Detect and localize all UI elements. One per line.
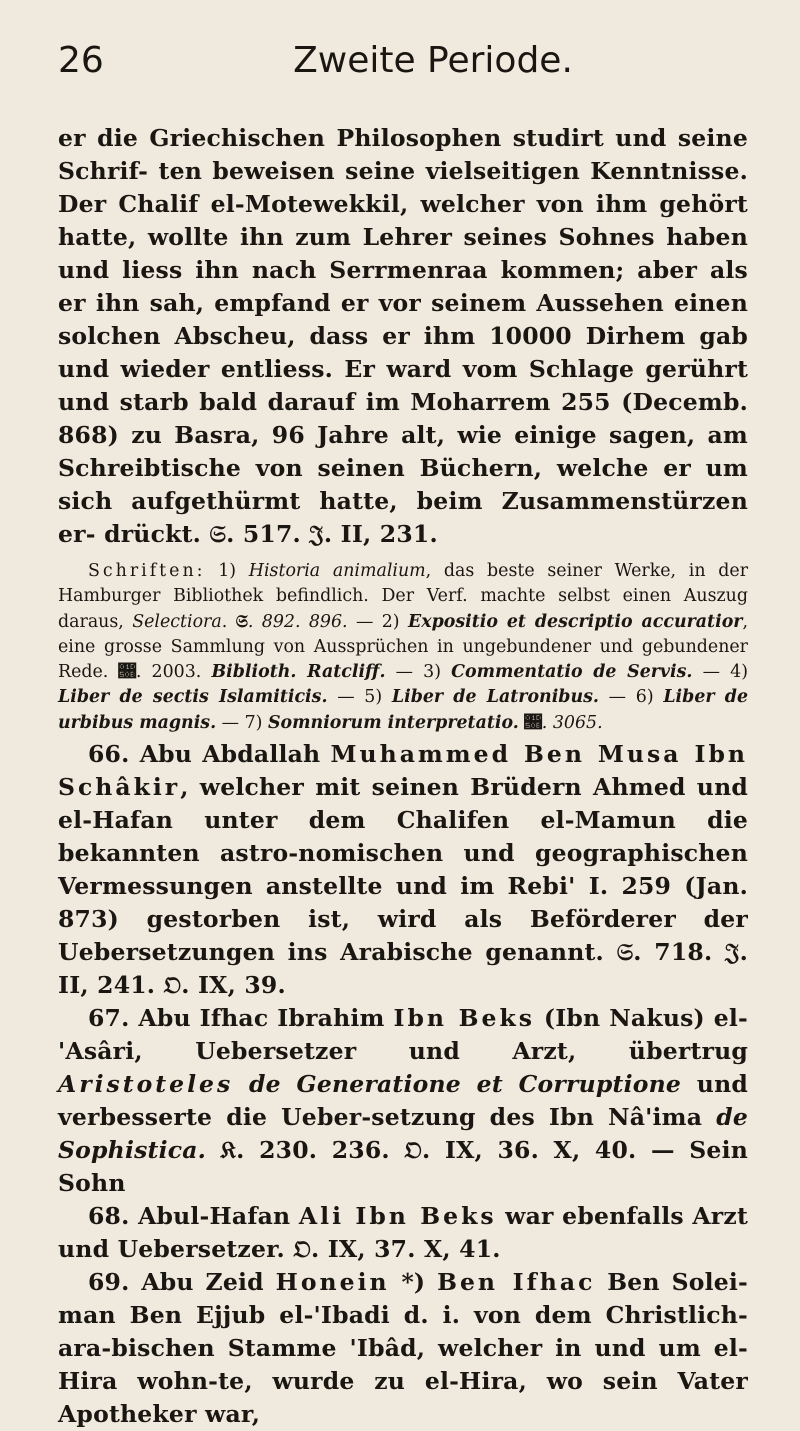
text-line: vor seinem Aussehen einen solchen Abscheu, dass er (58, 289, 748, 350)
text-line: ten beweisen seine vielseitigen Kenntnisse. Der Chalif (58, 157, 749, 218)
text-fragment (206, 1136, 221, 1164)
reference-siglum: 𝔋 (118, 662, 136, 683)
entry-number: 66. (88, 740, 140, 769)
reference-siglum: 𝔒 (293, 1235, 311, 1264)
text-fragment: 1) (205, 561, 249, 581)
person-name: Abu Abdallah (139, 740, 331, 769)
text-fragment: . 517. (226, 520, 310, 548)
text-fragment: — 4) (692, 662, 748, 683)
work-title: Liber de sectis Islamiticis. (58, 687, 328, 708)
person-name-spaced: Ibn Beks (393, 1004, 536, 1033)
work-title: Liber de urbibus magnis. (58, 687, 749, 733)
entry-66 (58, 738, 748, 1002)
reference-siglum: 𝔍 (725, 938, 740, 967)
reference-numbers: . 3065. (541, 712, 603, 733)
text-fragment: . 2003. (135, 662, 212, 683)
reference-siglum: 𝔖 (235, 611, 248, 632)
text-fragment (233, 1070, 249, 1098)
page-number: 26 (58, 40, 104, 81)
text-fragment: , das beste seiner Werke, in der Hamburger Bibliothek befindlich. Der Verf. machte selbst einen Auszug daraus, (58, 561, 749, 632)
text-fragment: — 6) (598, 687, 664, 708)
entry-68 (58, 1200, 748, 1266)
reference-numbers: . 892. 896. (247, 611, 348, 632)
text-fragment: — 5) (327, 687, 392, 708)
work-title: Biblioth. Ratcliff. (211, 662, 386, 683)
text-fragment: . IX, 36. X, 40. — Sein Sohn (58, 1136, 748, 1198)
reference-siglum: 𝔖 (209, 520, 227, 548)
person-name-spaced: Honein (275, 1268, 390, 1297)
text-fragment: , eine grosse Sammlung von Aussprüchen in ungebundener und gebundener Rede. (58, 611, 748, 683)
reference-siglum: 𝔋 (524, 712, 542, 733)
text-fragment: . (221, 611, 236, 632)
text-fragment: . II, 231. (323, 520, 438, 548)
writings-list (58, 559, 748, 736)
text-line: ihn zum Lehrer seines Sohnes haben und liess ihn nach (58, 223, 748, 284)
running-head: Zweite Periode. (293, 40, 573, 81)
reference-siglum: 𝔎 (220, 1136, 237, 1165)
work-title: Liber de Latronibus. (391, 687, 599, 708)
text-line: drückt. (104, 520, 210, 548)
person-name: Abu Zeid (141, 1268, 276, 1297)
footnote-marker: *) (389, 1268, 438, 1297)
text-line: sagen, am Schreibtische von seinen Büchern, welche er (58, 421, 748, 482)
work-title: Expositio et descriptio accuratior (407, 611, 743, 632)
text-line: el-Motewekkil, welcher von ihm gehört hatte, wollte (58, 190, 748, 251)
text-line: 255 (Decemb. 868) zu Basra, 96 Jahre alt, wie einige (58, 388, 749, 449)
work-title: de Generatione et Corruptione (249, 1070, 682, 1099)
text-fragment: — 3) (385, 662, 452, 683)
person-name: Abu Ifhac Ibrahim (138, 1004, 394, 1033)
text-fragment: . 230. 236. (236, 1136, 405, 1165)
work-title: de Sophistica. (58, 1103, 748, 1165)
text-fragment: . 718. (633, 938, 725, 967)
work-title: Commentatio de Servis. (451, 662, 693, 683)
text-fragment: — 7) (216, 712, 268, 733)
page-header (58, 40, 748, 100)
work-title: Selectiora (132, 611, 222, 632)
work-title: Historia animalium (248, 561, 426, 581)
author-name: Aristoteles (58, 1070, 234, 1099)
text-fragment: . IX, 37. X, 41. (310, 1235, 501, 1264)
paragraph-continuation (58, 122, 748, 551)
text-fragment: war ebenfalls Arzt und Uebersetzer. (58, 1202, 748, 1264)
entry-number: 68. (88, 1202, 139, 1231)
person-name-spaced: Ali Ibn Beks (298, 1202, 497, 1231)
entry-67 (58, 1002, 748, 1200)
work-title: Somniorum interpretatio. (267, 712, 519, 733)
reference-siglum: 𝔒 (163, 971, 182, 1000)
reference-siglum: 𝔍 (309, 520, 324, 548)
reference-siglum: 𝔒 (404, 1136, 422, 1165)
text-fragment: — 2) (347, 611, 408, 632)
entry-number: 69. (88, 1268, 142, 1297)
text-fragment: und verbesserte die Ueber-setzung des Ibn Nâ'ima (58, 1070, 748, 1132)
text-fragment: . II, 241. (58, 938, 748, 1000)
text-line: vom Schlage gerührt und starb bald darauf im Moharrem (58, 355, 748, 416)
person-name: Abul-Hafan (138, 1202, 299, 1231)
person-name-spaced: Ben Ifhac (437, 1268, 596, 1297)
text-fragment: , welcher mit seinen Brüdern Ahmed und el-Hafan unter dem Chalifen el-Mamun die bekannten astro-nomischen und geographischen Vermessungen anstellte und im Rebi' I. 259 (Jan. 873) gestorben ist, wird als Beförderer der Uebersetzungen ins Arabische genannt. (58, 773, 748, 967)
text-line: er die Griechischen Philosophen studirt und seine Schrif- (58, 124, 748, 185)
entry-69 (58, 1266, 748, 1431)
reference-siglum: 𝔖 (616, 938, 634, 967)
text-line: ihm 10000 Dirhem gab und wieder entliess. Er ward (58, 322, 749, 383)
writings-label: Schriften: (88, 561, 206, 581)
person-name-spaced: Muhammed Ben Musa Ibn Schâkir (58, 740, 748, 802)
text-line: um sich aufgethürmt hatte, beim Zusammenstürzen er- (58, 454, 748, 548)
text-fragment: Ben Solei-man Ben Ejjub el-'Ibadi d. i. von dem Christlich-ara-bischen Stamme 'Ibâd, welcher in und um el-Hira wohn-te, wurde zu el-Hira, wo sein Vater Apotheker war, (58, 1268, 748, 1429)
entry-number: 67. (88, 1004, 139, 1033)
text-fragment: . IX, 39. (181, 971, 286, 1000)
text-line: Serrmenraa kommen; aber als er ihn sah, empfand er (58, 256, 748, 317)
text-fragment: (Ibn Nakus) el-'Asâri, Uebersetzer und Arzt, übertrug (58, 1004, 748, 1066)
